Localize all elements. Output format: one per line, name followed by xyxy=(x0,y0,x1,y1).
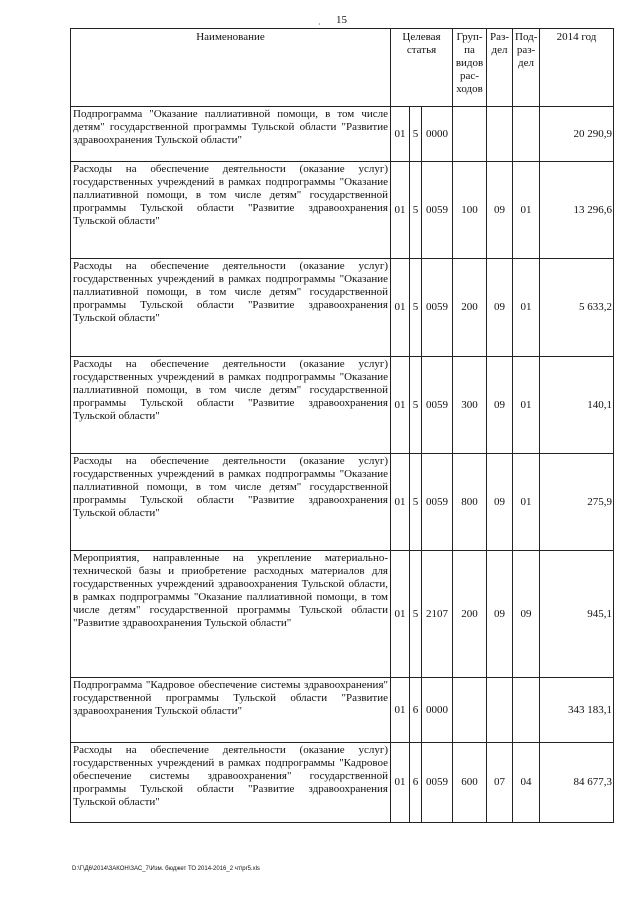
table-row xyxy=(71,678,614,743)
page-number: 15 xyxy=(336,14,347,26)
subsection xyxy=(513,107,540,162)
section xyxy=(487,107,513,162)
target-article-program: 01 xyxy=(391,743,410,823)
row-name: Расходы на обеспечение деятельности (оказание услуг) государственных учреждений в рамках подпрограммы "Оказание паллиативной помощи, в том числе детям" государственной программы Тульской области "Развитие здравоохранения Тульской области" xyxy=(71,259,391,357)
target-article-subprogram: 5 xyxy=(410,259,422,357)
subsection xyxy=(513,678,540,743)
target-article-code: 0059 xyxy=(422,162,453,259)
expense-group: 100 xyxy=(453,162,487,259)
section: 07 xyxy=(487,743,513,823)
header-group: Груп-па видов рас-ходов xyxy=(453,29,487,107)
row-name: Подпрограмма "Кадровое обеспечение системы здравоохранения" государственной программы Тульской области "Развитие здравоохранения Тульской области" xyxy=(71,678,391,743)
amount-2014: 275,9 xyxy=(540,454,614,551)
target-article-subprogram: 5 xyxy=(410,551,422,678)
header-year: 2014 год xyxy=(540,29,614,107)
expense-group: 800 xyxy=(453,454,487,551)
table-row xyxy=(71,551,614,678)
table-row xyxy=(71,107,614,162)
target-article-program: 01 xyxy=(391,162,410,259)
table-row xyxy=(71,743,614,823)
row-name: Подпрограмма "Оказание паллиативной помощи, в том числе детям" государственной программы Тульской области "Развитие здравоохранения Тульской области" xyxy=(71,107,391,162)
table-row xyxy=(71,357,614,454)
amount-2014: 343 183,1 xyxy=(540,678,614,743)
target-article-code: 0000 xyxy=(422,678,453,743)
subsection: 09 xyxy=(513,551,540,678)
expense-group: 300 xyxy=(453,357,487,454)
header-section: Раз-дел xyxy=(487,29,513,107)
budget-table xyxy=(70,28,614,823)
expense-group xyxy=(453,678,487,743)
section: 09 xyxy=(487,162,513,259)
header-target-article: Целевая статья xyxy=(391,29,453,107)
section: 09 xyxy=(487,259,513,357)
target-article-code: 0000 xyxy=(422,107,453,162)
subsection: 01 xyxy=(513,357,540,454)
target-article-code: 0059 xyxy=(422,454,453,551)
expense-group: 600 xyxy=(453,743,487,823)
target-article-subprogram: 5 xyxy=(410,357,422,454)
subsection: 04 xyxy=(513,743,540,823)
section xyxy=(487,678,513,743)
target-article-program: 01 xyxy=(391,454,410,551)
expense-group: 200 xyxy=(453,551,487,678)
section: 09 xyxy=(487,551,513,678)
target-article-code: 0059 xyxy=(422,743,453,823)
file-path-footer: D:\Г\Д6\2014\ЗАКОН\ЗАС_7\Изм. бюджет ТО 2014-2016_2 чт\pr5.xls xyxy=(72,866,260,872)
amount-2014: 13 296,6 xyxy=(540,162,614,259)
section: 09 xyxy=(487,357,513,454)
target-article-subprogram: 6 xyxy=(410,678,422,743)
target-article-code: 0059 xyxy=(422,259,453,357)
target-article-program: 01 xyxy=(391,678,410,743)
row-name: Расходы на обеспечение деятельности (оказание услуг) государственных учреждений в рамках подпрограммы "Кадровое обеспечение системы здравоохранения" государственной программы Тульской области "Развитие здравоохранения Тульской области" xyxy=(71,743,391,823)
table-header-row xyxy=(71,29,614,107)
target-article-program: 01 xyxy=(391,551,410,678)
target-article-program: 01 xyxy=(391,357,410,454)
header-name: Наименование xyxy=(71,29,391,107)
amount-2014: 945,1 xyxy=(540,551,614,678)
section: 09 xyxy=(487,454,513,551)
target-article-subprogram: 6 xyxy=(410,743,422,823)
amount-2014: 84 677,3 xyxy=(540,743,614,823)
target-article-subprogram: 5 xyxy=(410,162,422,259)
subsection: 01 xyxy=(513,259,540,357)
amount-2014: 140,1 xyxy=(540,357,614,454)
subsection: 01 xyxy=(513,454,540,551)
target-article-code: 0059 xyxy=(422,357,453,454)
expense-group: 200 xyxy=(453,259,487,357)
row-name: Расходы на обеспечение деятельности (оказание услуг) государственных учреждений в рамках подпрограммы "Оказание паллиативной помощи, в том числе детям" государственной программы Тульской области "Развитие здравоохранения Тульской области" xyxy=(71,162,391,259)
amount-2014: 20 290,9 xyxy=(540,107,614,162)
header-subsection: Под-раз-дел xyxy=(513,29,540,107)
row-name: Мероприятия, направленные на укрепление материально-технической базы и приобретение расходных материалов для государственных учреждений здравоохранения Тульской области, в рамках подпрограммы "Оказание паллиативной помощи, в том числе детям" государственной программы Тульской области "Развитие здравоохранения Тульской области" xyxy=(71,551,391,678)
target-article-subprogram: 5 xyxy=(410,454,422,551)
target-article-code: 2107 xyxy=(422,551,453,678)
target-article-program: 01 xyxy=(391,107,410,162)
amount-2014: 5 633,2 xyxy=(540,259,614,357)
target-article-program: 01 xyxy=(391,259,410,357)
table-row xyxy=(71,162,614,259)
page-mark: · xyxy=(318,20,321,29)
row-name: Расходы на обеспечение деятельности (оказание услуг) государственных учреждений в рамках подпрограммы "Оказание паллиативной помощи, в том числе детям" государственной программы Тульской области "Развитие здравоохранения Тульской области" xyxy=(71,357,391,454)
expense-group xyxy=(453,107,487,162)
row-name: Расходы на обеспечение деятельности (оказание услуг) государственных учреждений в рамках подпрограммы "Оказание паллиативной помощи, в том числе детям" государственной программы Тульской области "Развитие здравоохранения Тульской области" xyxy=(71,454,391,551)
table-row xyxy=(71,454,614,551)
target-article-subprogram: 5 xyxy=(410,107,422,162)
subsection: 01 xyxy=(513,162,540,259)
table-row xyxy=(71,259,614,357)
